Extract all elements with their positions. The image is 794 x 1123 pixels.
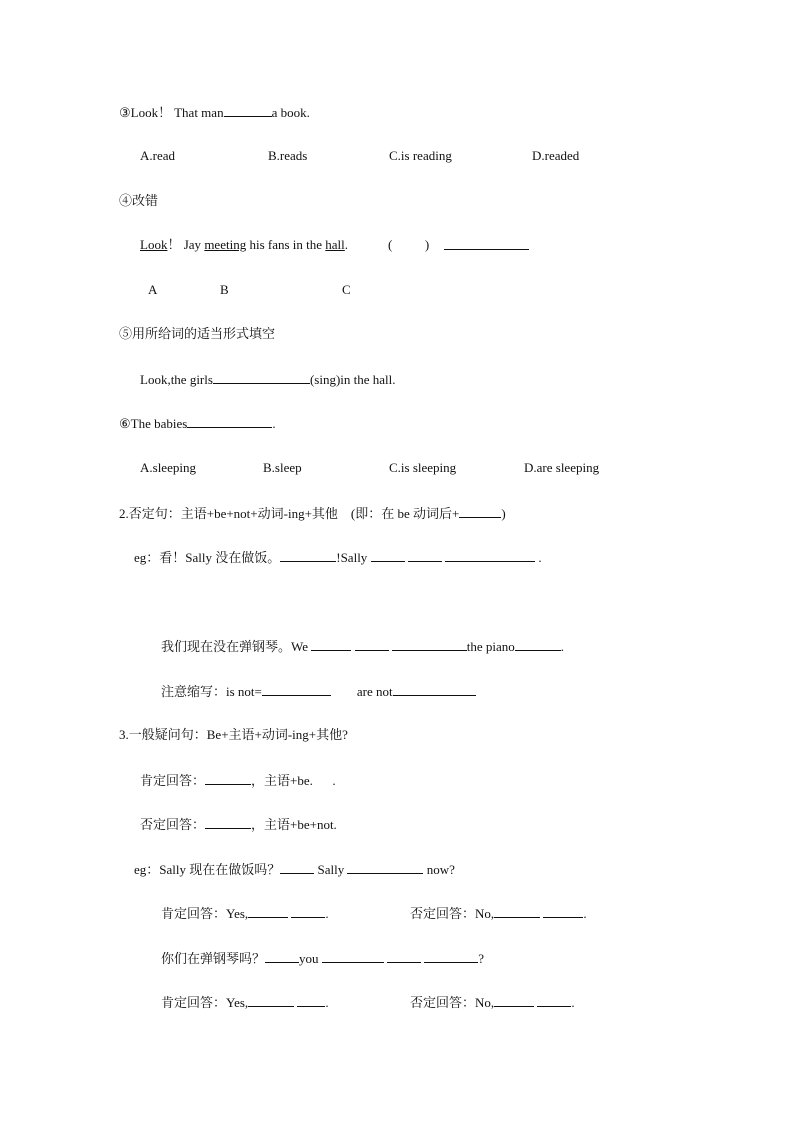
question-6: [119, 414, 276, 433]
neg-note-prefix: 注意缩写：is not=: [161, 684, 262, 699]
neg-eg-prefix: eg：看！Sally 没在做饭。: [134, 550, 281, 565]
q3-option-c: C.is reading: [389, 148, 452, 163]
neg-eg-blank-2[interactable]: [371, 548, 405, 562]
gen-yes-dot: .: [332, 773, 336, 788]
q6-option-a: A.sleeping: [140, 460, 196, 475]
negative-example: [134, 548, 542, 567]
neg-eg-mid: !Sally: [336, 550, 368, 565]
q3-option-b: B.reads: [268, 148, 308, 163]
q4-label-b: B: [220, 282, 229, 297]
neg-eg-blank-3[interactable]: [408, 548, 442, 562]
neg-note-blank-2[interactable]: [393, 682, 476, 696]
negative-piano: [161, 637, 564, 656]
question-4-title: ④改错: [119, 193, 159, 208]
question-3-prefix: ③Look！ That man: [119, 105, 224, 120]
ex1-yes-label: 肯定回答：Yes,: [161, 906, 249, 921]
q5-suffix: (sing)in the hall.: [309, 372, 396, 387]
ex1-yes-blank-1[interactable]: [248, 904, 288, 918]
q4-end: .: [344, 237, 349, 252]
neg-piano-end: .: [560, 639, 565, 654]
q6-blank[interactable]: [187, 414, 272, 428]
ex1-no-blank-2[interactable]: [543, 904, 583, 918]
ex2-no-label: 否定回答：No,: [410, 995, 495, 1010]
example-1-no: [410, 904, 587, 923]
question-4-sentence: [140, 236, 348, 254]
ex1-no-dot: .: [583, 906, 587, 921]
example-2-no: [410, 993, 575, 1012]
negative-rule: [119, 504, 506, 523]
error-word-look: Look: [140, 237, 168, 252]
piano-q-blank-4[interactable]: [424, 949, 478, 963]
ex2-yes-label: 肯定回答：Yes,: [161, 995, 249, 1010]
ex2-no-blank-2[interactable]: [537, 993, 571, 1007]
q4-bang: ！: [167, 237, 181, 252]
gen-yes-rest: ，主语+be.: [251, 773, 313, 788]
neg-note-blank-1[interactable]: [262, 682, 331, 696]
neg-note-mid: are not: [356, 684, 393, 699]
general-example: [134, 860, 455, 879]
gen-eg-end: now?: [426, 862, 455, 877]
gen-eg-mid: Sally: [317, 862, 345, 877]
neg-piano-mid: the piano: [466, 639, 515, 654]
example-1-yes: [161, 904, 329, 923]
general-no-answer: [140, 815, 337, 834]
gen-no-label: 否定回答：: [140, 817, 206, 832]
gen-yes-label: 肯定回答：: [140, 773, 206, 788]
neg-piano-prefix: 我们现在没在弹钢琴。We: [161, 639, 308, 654]
negative-note: [161, 682, 476, 701]
ex1-no-blank-1[interactable]: [494, 904, 540, 918]
neg-piano-blank-4[interactable]: [515, 637, 561, 651]
piano-q-blank-1[interactable]: [265, 949, 299, 963]
gen-no-rest: ，主语+be+not.: [251, 817, 337, 832]
ex2-yes-dot: .: [325, 995, 329, 1010]
ex2-no-blank-1[interactable]: [494, 993, 534, 1007]
ex2-yes-blank-2[interactable]: [297, 993, 325, 1007]
neg-eg-end: .: [538, 550, 542, 565]
piano-q-you: you: [299, 951, 319, 966]
gen-no-blank[interactable]: [205, 815, 251, 829]
piano-question: [161, 949, 484, 968]
piano-q-end: ?: [478, 951, 485, 966]
q6-suffix: .: [272, 416, 276, 431]
error-word-meeting: meeting: [204, 237, 247, 252]
ex2-yes-blank-1[interactable]: [248, 993, 294, 1007]
q5-blank[interactable]: [213, 370, 310, 384]
gen-eg-prefix: eg：Sally 现在在做饭吗？: [134, 862, 281, 877]
error-word-hall: hall: [325, 237, 345, 252]
q6-option-d: D.are sleeping: [524, 460, 600, 475]
negative-rule-end: ): [501, 506, 506, 521]
neg-eg-blank-4[interactable]: [445, 548, 535, 562]
q4-correction-blank[interactable]: [444, 236, 529, 255]
question-3: [119, 103, 310, 122]
q6-option-b: B.sleep: [263, 460, 302, 475]
neg-eg-blank-1[interactable]: [280, 548, 336, 562]
gen-yes-blank[interactable]: [205, 771, 251, 785]
question-5-sentence: [140, 370, 396, 389]
q6-option-c: C.is sleeping: [389, 460, 457, 475]
ex1-yes-dot: .: [325, 906, 329, 921]
question-3-suffix: a book.: [271, 105, 310, 120]
general-question-rule: 3.一般疑问句：Be+主语+动词-ing+其他?: [119, 727, 348, 742]
gen-eg-blank-2[interactable]: [347, 860, 423, 874]
neg-piano-blank-3[interactable]: [392, 637, 467, 651]
q4-label-c: C: [342, 282, 351, 297]
negative-rule-blank[interactable]: [459, 504, 501, 518]
neg-piano-blank-2[interactable]: [355, 637, 389, 651]
neg-piano-blank-1[interactable]: [311, 637, 351, 651]
q4-label-a: A: [148, 282, 158, 297]
q4-jay: Jay: [180, 237, 205, 252]
q4-answer-paren[interactable]: ( ): [388, 237, 430, 252]
ex1-yes-blank-2[interactable]: [291, 904, 325, 918]
piano-q-blank-3[interactable]: [387, 949, 421, 963]
example-2-yes: [161, 993, 329, 1012]
q3-option-a: A.read: [140, 148, 176, 163]
piano-q-prefix: 你们在弹钢琴吗？: [161, 951, 266, 966]
q5-prefix: Look,the girls: [140, 372, 213, 387]
ex1-no-label: 否定回答：No,: [410, 906, 495, 921]
q4-mid: his fans in the: [246, 237, 326, 252]
question-5-title: ⑤用所给词的适当形式填空: [119, 326, 276, 341]
q6-prefix: ⑥The babies: [119, 416, 188, 431]
ex2-no-dot: .: [571, 995, 575, 1010]
q3-option-d: D.readed: [532, 148, 580, 163]
negative-rule-text: 2.否定句：主语+be+not+动词-ing+其他 (即：在 be 动词后+: [119, 506, 460, 521]
question-3-blank[interactable]: [224, 103, 272, 117]
gen-eg-blank-1[interactable]: [280, 860, 314, 874]
general-yes-answer: [140, 771, 336, 790]
piano-q-blank-2[interactable]: [322, 949, 384, 963]
